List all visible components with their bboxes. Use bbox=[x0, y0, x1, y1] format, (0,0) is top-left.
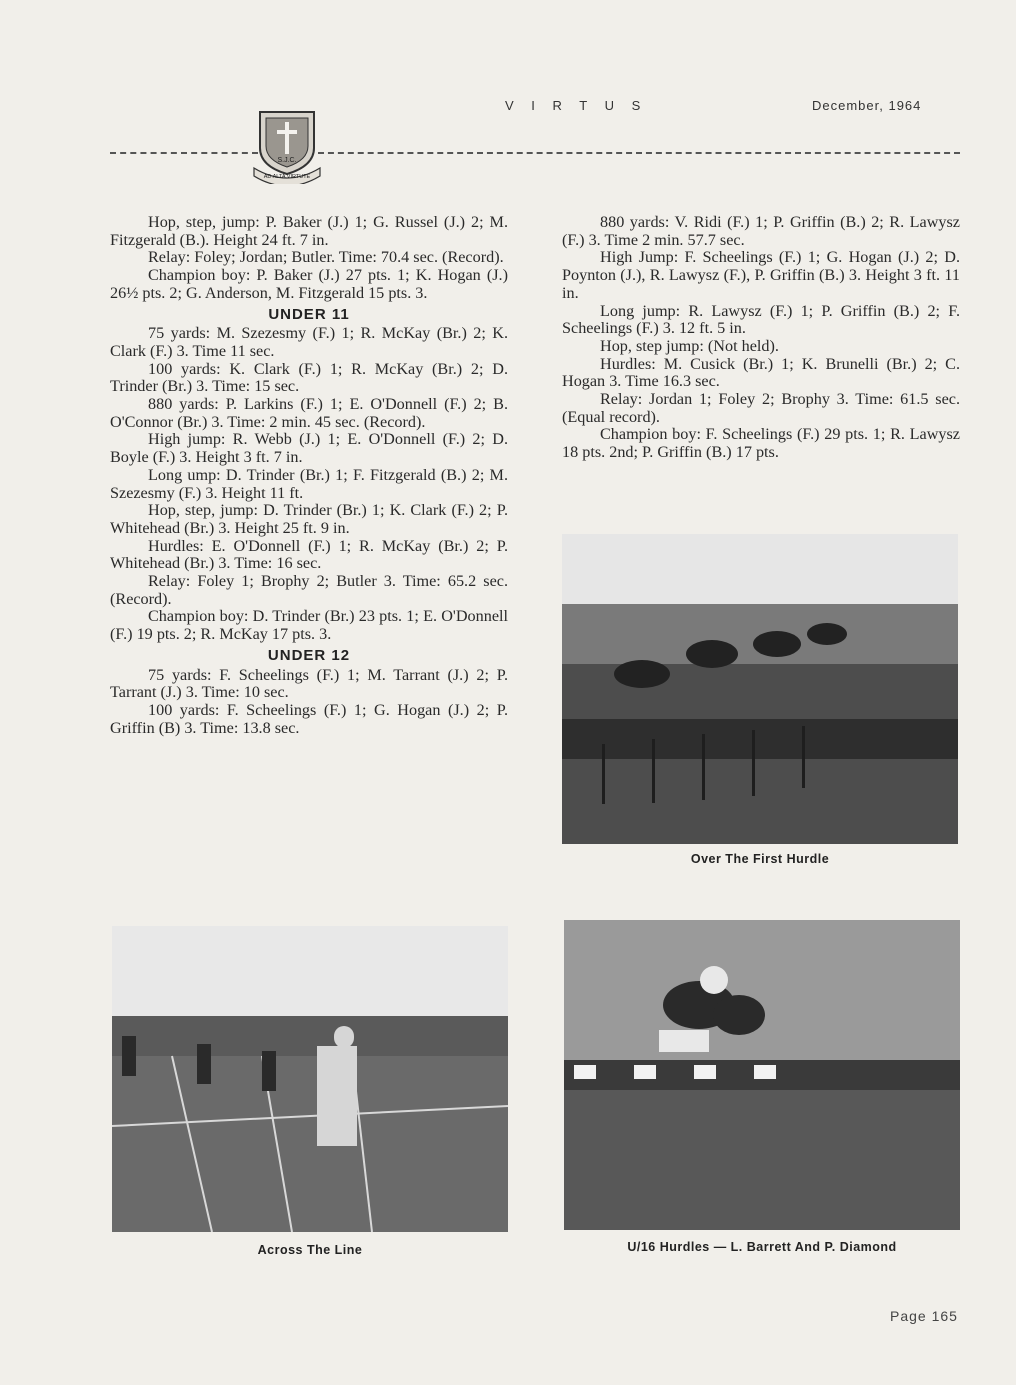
result-paragraph: Hurdles: E. O'Donnell (F.) 1; R. McKay (Br.) 2; P. Whitehead (Br.) 3. Time: 16 sec. bbox=[110, 536, 508, 573]
photo-u16-hurdles bbox=[564, 920, 960, 1230]
result-paragraph: Relay: Jordan 1; Foley 2; Brophy 3. Time: 61.5 sec. (Equal record). bbox=[562, 390, 960, 426]
magazine-title: V I R T U S bbox=[505, 98, 648, 113]
result-paragraph: 100 yards: F. Scheelings (F.) 1; G. Hogan (J.) 2; P. Griffin (B) 3. Time: 13.8 sec. bbox=[110, 700, 508, 737]
result-paragraph: High Jump: F. Scheelings (F.) 1; G. Hogan (J.) 2; D. Poynton (J.), R. Lawysz (F.), P. Griffin (B.) 3. Height 3 ft. 11 in. bbox=[562, 248, 960, 302]
page-number: Page 165 bbox=[890, 1308, 958, 1324]
result-paragraph: 75 yards: F. Scheelings (F.) 1; M. Tarrant (J.) 2; P. Tarrant (J.) 3. Time: 10 sec. bbox=[110, 665, 508, 702]
result-paragraph: Hurdles: M. Cusick (Br.) 1; K. Brunelli (Br.) 2; C. Hogan 3. Time 16.3 sec. bbox=[562, 354, 960, 391]
result-paragraph: High jump: R. Webb (J.) 1; E. O'Donnell (F.) 2; D. Boyle (F.) 3. Height 3 ft. 7 in. bbox=[110, 430, 508, 467]
section-heading: UNDER 12 bbox=[267, 646, 351, 664]
result-paragraph: Champion boy: P. Baker (J.) 27 pts. 1; K. Hogan (J.) 26½ pts. 2; G. Anderson, M. Fitzgerald 15 pts. 3. bbox=[110, 266, 508, 302]
school-crest-icon bbox=[252, 104, 322, 184]
article-column-right bbox=[562, 214, 960, 462]
masthead-rule-left bbox=[110, 152, 258, 154]
photo-caption: Over The First Hurdle bbox=[690, 852, 830, 866]
photo-across-the-line bbox=[112, 926, 508, 1232]
result-paragraph: Champion boy: D. Trinder (Br.) 23 pts. 1; E. O'Donnell (F.) 19 pts. 2; R. McKay 17 pts. 3. bbox=[110, 607, 508, 644]
masthead-rule-right bbox=[318, 152, 960, 154]
result-paragraph: 880 yards: P. Larkins (F.) 1; E. O'Donnell (F.) 2; B. O'Connor (Br.) 3. Time: 2 min. 45 sec. (Record). bbox=[110, 395, 508, 431]
photo-caption: U/16 Hurdles — L. Barrett And P. Diamond bbox=[627, 1240, 897, 1254]
result-paragraph: Relay: Foley 1; Brophy 2; Butler 3. Time: 65.2 sec. (Record). bbox=[110, 572, 508, 608]
result-paragraph: Hop, step, jump: D. Trinder (Br.) 1; K. Clark (F.) 2; P. Whitehead (Br.) 3. Height 25 ft. 9 in. bbox=[110, 501, 508, 537]
result-paragraph: 880 yards: V. Ridi (F.) 1; P. Griffin (B.) 2; R. Lawysz (F.) 3. Time 2 min. 57.7 sec. bbox=[562, 213, 960, 249]
masthead bbox=[0, 92, 1016, 182]
result-paragraph: Hop, step jump: (Not held). bbox=[600, 336, 779, 355]
result-paragraph: Long ump: D. Trinder (Br.) 1; F. Fitzgerald (B.) 2; M. Szezesmy (F.) 3. Height 11 ft. bbox=[110, 465, 508, 502]
result-paragraph: Champion boy: F. Scheelings (F.) 29 pts. 1; R. Lawysz 18 pts. 2nd; P. Griffin (B.) 17 pts. bbox=[562, 425, 960, 462]
photo-caption: Across The Line bbox=[257, 1243, 363, 1257]
section-heading: UNDER 11 bbox=[268, 305, 350, 323]
article-column-left bbox=[110, 214, 508, 737]
photo-over-first-hurdle bbox=[562, 534, 958, 844]
result-paragraph: 75 yards: M. Szezesmy (F.) 1; R. McKay (Br.) 2; K. Clark (F.) 3. Time 11 sec. bbox=[110, 324, 508, 360]
result-paragraph: 100 yards: K. Clark (F.) 1; R. McKay (Br.) 2; D. Trinder (Br.) 3. Time: 15 sec. bbox=[110, 359, 508, 396]
svg-text:S.J.C.: S.J.C. bbox=[277, 157, 297, 164]
result-paragraph: Hop, step, jump: P. Baker (J.) 1; G. Russel (J.) 2; M. Fitzgerald (B.). Height 24 ft. 7 in. bbox=[110, 213, 508, 249]
svg-text:AD ALTA VIRTUTE: AD ALTA VIRTUTE bbox=[263, 174, 311, 180]
result-paragraph: Relay: Foley; Jordan; Butler. Time: 70.4 sec. (Record). bbox=[148, 248, 504, 267]
issue-date: December, 1964 bbox=[812, 98, 922, 113]
result-paragraph: Long jump: R. Lawysz (F.) 1; P. Griffin (B.) 2; F. Scheelings (F.) 3. 12 ft. 5 in. bbox=[562, 301, 960, 338]
